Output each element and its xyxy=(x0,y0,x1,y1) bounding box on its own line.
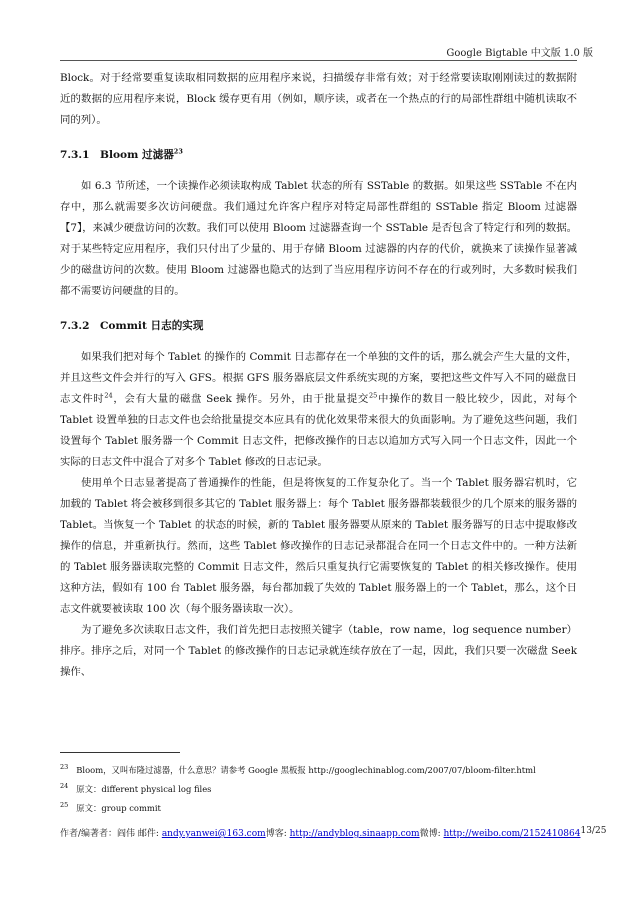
page-footer xyxy=(60,826,607,839)
author-info xyxy=(60,826,266,839)
footnote-mark: 24 xyxy=(60,782,69,791)
commit-log-paragraph-3: 为了避免多次读取日志文件，我们首先把日志按照关键字（table，row name，log sequence number）排序。排序之后，对同一个 Tablet 的修改操作的日志记录就连续存放在了一起，因此，我们只要一次磁盘 Seek 操作、 xyxy=(60,624,577,678)
paragraph-text: 如果我们把对每个 Tablet 的操作的 Commit 日志都存在一个单独的文件的话，那么就会产生大量的文件，并且这些文件会并行的写入 GFS。根据 GFS 服务器底层文件系统实现的方案，要把这些文件写入不同的磁盘日志文件时 xyxy=(60,351,577,405)
footnote-23 xyxy=(60,761,577,780)
header-rule xyxy=(60,60,577,61)
weibo-info xyxy=(420,826,581,839)
section-number: 7.3.2 xyxy=(60,320,90,332)
section-heading-732 xyxy=(60,316,577,337)
blog-link[interactable]: http://andyblog.sinaapp.com xyxy=(289,829,420,839)
footnote-25 xyxy=(60,799,577,818)
bloom-filter-paragraph: 如 6.3 节所述，一个读操作必须读取构成 Tablet 状态的所有 SSTable 的数据。如果这些 SSTable 不在内存中，那么就需要多次访问硬盘。我们通过允许客户程序对特定局部性群组的 SSTable 指定 Bloom 过滤器【7】，来减少硬盘访问的次数。我们可以使用 Bloom 过滤器查询一个 SSTable 是否包含了特定行和列的数据。对于某些特定应用程序，我们只付出了少量的、用于存储 Bloom 过滤器的内存的代价，就换来了读操作显著减少的磁盘访问的次数。使用 Bloom 过滤器也隐式的达到了当应用程序访问不存在的行或列时，大多数时候我们都不需要访问硬盘的目的。 xyxy=(60,180,577,297)
footnote-ref-23[interactable]: 23 xyxy=(173,147,183,156)
section-heading-731 xyxy=(60,145,577,166)
weibo-link[interactable]: http://weibo.com/2152410864 xyxy=(443,829,581,839)
footnote-text: 原文：different physical log files xyxy=(76,784,212,794)
author-label: 作者/编著者：阎伟 邮件: xyxy=(60,829,159,839)
running-head: Google Bigtable 中文版 1.0 版 xyxy=(446,48,593,59)
page-number: 13/25 xyxy=(580,826,607,836)
footnote-text: Bloom，又叫布隆过滤器，什么意思？请参考 Google 黑板报 http://googlechinablog.com/2007/07/bloom-filter.html xyxy=(76,765,536,775)
commit-log-paragraph-2: 使用单个日志显著提高了普通操作的性能，但是将恢复的工作复杂化了。当一个 Tablet 服务器宕机时，它加载的 Tablet 将会被移到很多其它的 Tablet 服务器上：每个 Tablet 服务器都装载很少的几个原来的服务器的 Tablet。当恢复一个 Tablet 的状态的时候，新的 Tablet 服务器要从原来的 Tablet 服务器写的日志中提取修改操作的信息，并重新执行。然而，这些 Tablet 修改操作的日志记录都混合在同一个日志文件中的。一种方法新的 Tablet 服务器读取完整的 Commit 日志文件，然后只重复执行它需要恢复的 Tablet 的相关修改操作。使用这种方法，假如有 100 台 Tablet 服务器，每台都加载了失效的 Tablet 服务器上的一个 Tablet，那么，这个日志文件就要被读取 100 次（每个服务器读取一次）。 xyxy=(60,477,577,615)
footnotes xyxy=(60,752,577,818)
footnote-ref-25[interactable]: 25 xyxy=(369,391,378,400)
paragraph-text: 中操作的数目一般比较少，因此，对每个 Tablet 设置单独的日志文件也会给批量提交本应具有的优化效果带来很大的负面影响。为了避免这些问题，我们设置每个 Tablet 服务器一个 Commit 日志文件，把修改操作的日志以追加方式写入同一个日志文件，因此一个实际的日志文件中混合了对多个 Tablet 修改的日志记录。 xyxy=(60,393,578,468)
intro-paragraph: Block。对于经常要重复读取相同数据的应用程序来说，扫描缓存非常有效；对于经常要读取刚刚读过的数据附近的数据的应用程序来说，Block 缓存更有用（例如，顺序读，或者在一个热点的行的局部性群组中随机读取不同的列）。 xyxy=(60,72,577,126)
weibo-label: 微博: xyxy=(419,829,441,839)
blog-info xyxy=(266,826,420,839)
section-number: 7.3.1 xyxy=(60,149,90,161)
section-title: Bloom 过滤器 xyxy=(100,149,174,161)
commit-log-paragraph-1 xyxy=(60,347,577,473)
main-content xyxy=(60,68,577,683)
paragraph-text: ，会有大量的磁盘 Seek 操作。另外，由于批量提交 xyxy=(112,393,370,405)
footnote-text: 原文：group commit xyxy=(76,803,161,813)
blog-label: 博客: xyxy=(265,829,287,839)
footnote-mark: 25 xyxy=(60,801,69,810)
email-link[interactable]: andy.yanwei@163.com xyxy=(161,829,266,839)
footnote-ref-24[interactable]: 24 xyxy=(104,391,113,400)
footnote-24 xyxy=(60,780,577,799)
footnote-rule xyxy=(60,752,180,753)
section-title: Commit 日志的实现 xyxy=(100,320,204,332)
footnote-mark: 23 xyxy=(60,763,69,772)
